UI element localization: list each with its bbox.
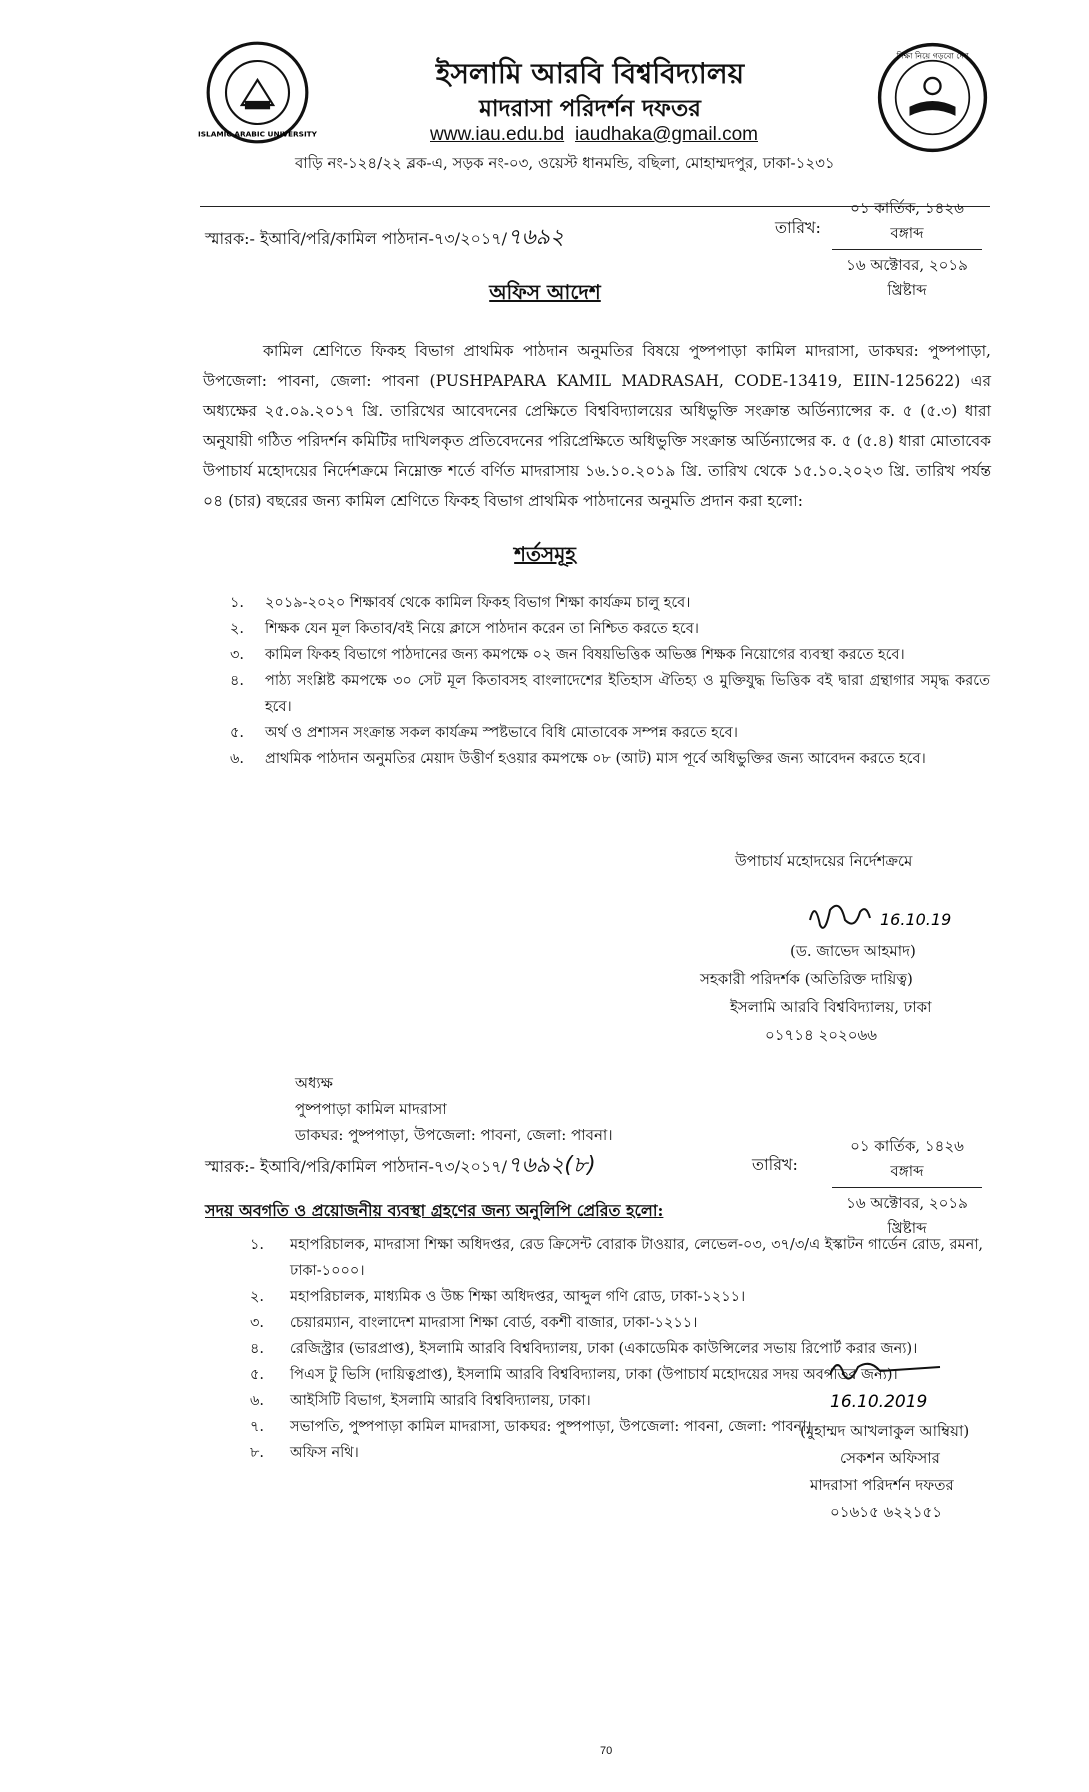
signatory-1-designation: সহকারী পরিদর্শক (অতিরিক্ত দায়িত্ব) [700, 970, 913, 988]
university-logo [198, 40, 317, 145]
memo-reference [205, 220, 564, 257]
list-item: ৫. পিএস টু ভিসি (দায়িত্বপ্রাপ্ত), ইসলামি আরবি বিশ্ববিদ্যালয়, ঢাকা (উপাচার্য মহোদয়ের সদয় অবগতির জন্য)। [250, 1367, 898, 1383]
list-item: ৭. সভাপতি, পুষ্পপাড়া কামিল মাদরাসা, ডাকঘর: পুষ্পপাড়া, উপজেলা: পাবনা, জেলা: পাবনা। [250, 1419, 812, 1435]
svg-text:16.10.19: 16.10.19 [880, 910, 952, 929]
svg-text:ISLAMIC ARABIC UNIVERSITY: ISLAMIC ARABIC UNIVERSITY [198, 129, 317, 139]
list-item: ৬. প্রাথমিক পাঠদান অনুমতির মেয়াদ উত্তীর্ণ হওয়ার কমপক্ষে ০৮ (আট) মাস পূর্বে অধিভুক্তির জন্য আবেদন করতে হবে। [230, 751, 926, 767]
list-item: ৫. অর্থ ও প্রশাসন সংক্রান্ত সকল কার্যক্রম স্পষ্টভাবে বিধি মোতাবেক সম্পন্ন করতে হবে। [230, 725, 738, 741]
list-item: ৩. চেয়ারম্যান, বাংলাদেশ মাদরাসা শিক্ষা বোর্ড, বকশী বাজার, ঢাকা-১২১১। [250, 1315, 698, 1331]
document-heading: অফিস আদেশ [489, 280, 601, 304]
madrasa-emblem [875, 40, 990, 155]
date-label: তারিখ: [775, 218, 821, 237]
conditions-heading: শর্তসমূহ [514, 542, 576, 566]
svg-text:শিক্ষা নিয়ে গড়বো দেশ: শিক্ষা নিয়ে গড়বো দেশ [896, 51, 969, 61]
list-item: ২. মহাপরিচালক, মাধ্যমিক ও উচ্চ শিক্ষা অধিদপ্তর, আব্দুল গণি রোড, ঢাকা-১২১১। [250, 1289, 746, 1305]
memo-number: ৭৬৯২(৮) [507, 1153, 596, 1178]
date-gregorian: ১৬ অক্টোবর, ২০১৯ খ্রিষ্টাব্দ [846, 1194, 968, 1237]
date-block [832, 197, 982, 304]
date-label: তারিখ: [752, 1155, 798, 1174]
recipient-line: পুষ্পপাড়া কামিল মাদরাসা [295, 1100, 447, 1118]
website-link[interactable]: www.iau.edu.bd [430, 124, 565, 145]
list-item: ৪. পাঠ্য সংশ্লিষ্ট কমপক্ষে ৩০ সেট মূল কিতাবসহ বাংলাদেশের ইতিহাস ঐতিহ্য ও মুক্তিযুদ্ধ ভিত্তিক বই দ্বারা গ্রন্থাগার সমৃদ্ধ করতে হবে। [230, 673, 990, 715]
recipient-line: ডাকঘর: পুষ্পপাড়া, উপজেলা: পাবনা, জেলা: পাবনা। [295, 1126, 613, 1144]
list-item: ১. মহাপরিচালক, মাদরাসা শিক্ষা অধিদপ্তর, রেড ক্রিসেন্ট বোরাক টাওয়ার, লেভেল-০৩, ৩৭/৩/এ ইস্কাটন গার্ডেন রোড, রমনা, ঢাকা-১০০০। [250, 1237, 984, 1279]
recipient-line: অধ্যক্ষ [295, 1074, 333, 1092]
copy-heading: সদয় অবগতি ও প্রয়োজনীয় ব্যবস্থা গ্রহণের জন্য অনুলিপি প্রেরিত হলো: [205, 1201, 664, 1220]
list-item: ৮. অফিস নথি। [250, 1445, 359, 1461]
university-name: ইসলামি আরবি বিশ্ববিদ্যালয় [435, 57, 745, 90]
conditions-list [230, 590, 990, 772]
office-address: বাড়ি নং-১২৪/২২ ব্লক-এ, সড়ক নং-০৩, ওয়েস্ট ধানমন্ডি, বছিলা, মোহাম্মদপুর, ঢাকা-১২৩১ [295, 154, 835, 172]
signatory-1-organization: ইসলামি আরবি বিশ্ববিদ্যালয়, ঢাকা [730, 998, 932, 1016]
signatory-2-designation: সেকশন অফিসার [840, 1449, 940, 1467]
date-gregorian: ১৬ অক্টোবর, ২০১৯ খ্রিষ্টাব্দ [846, 256, 968, 299]
recipient-address [295, 1070, 613, 1148]
email-link[interactable]: iaudhaka@gmail.com [575, 124, 758, 145]
signatory-1-phone: ০১৭১৪ ২০২০৬৬ [765, 1026, 877, 1044]
memo-reference-copy [205, 1148, 596, 1185]
signatory-2-office: মাদরাসা পরিদর্শন দফতর [810, 1476, 954, 1494]
date-block [832, 1135, 982, 1242]
memo-label: স্মারক:- ইআবি/পরি/কামিল পাঠদান-৭৩/২০১৭/ [205, 1157, 508, 1176]
date-bangla: ০১ কার্তিক, ১৪২৬ বঙ্গাব্দ [832, 197, 982, 250]
order-body: কামিল শ্রেণিতে ফিকহ বিভাগ প্রাথমিক পাঠদান অনুমতির বিষয়ে পুষ্পপাড়া কামিল মাদরাসা, ডাকঘর: পুষ্পপাড়া, উপজেলা: পাবনা, জেলা: পাবনা (PUSHPAPARA KAMIL MADRASAH, CODE-13419, EIIN-125622) এর অধ্যক্ষের ২৫.০৯.২০১৭ খ্রি. তারিখের আবেদনের প্রেক্ষিতে বিশ্ববিদ্যালয়ের অধিভুক্তি সংক্রান্ত অর্ডিন্যান্সের ক. ৫ (৫.৩) ধারা অনুযায়ী গঠিত পরিদর্শন কমিটির দাখিলকৃত প্রতিবেদনের পরিপ্রেক্ষিতে অধিভুক্তি সংক্রান্ত অর্ডিন্যান্সের ক. ৫ (৫.৪) ধারা মোতাবেক উপাচার্য মহোদয়ের নির্দেশক্রমে নিম্নোক্ত শর্তে বর্ণিত মাদরাসায় ১৬.১০.২০১৯ খ্রি. তারিখ থেকে ১৫.১০.২০২৩ খ্রি. তারিখ পর্যন্ত ০৪ (চার) বছরের জন্য কামিল শ্রেণিতে ফিকহ বিভাগ প্রাথমিক পাঠদানের অনুমতি প্রদান করা হলো: [203, 342, 992, 510]
signatory-2-name: (মুহাম্মদ আখলাকুল আম্বিয়া) [800, 1422, 970, 1440]
svg-text:16.10.2019: 16.10.2019 [830, 1392, 928, 1412]
list-item: ২. শিক্ষক যেন মূল কিতাব/বই নিয়ে ক্লাসে পাঠদান করেন তা নিশ্চিত করতে হবে। [230, 621, 699, 637]
memo-number: ৭৬৯২ [507, 225, 565, 250]
memo-label: স্মারক:- ইআবি/পরি/কামিল পাঠদান-৭৩/২০১৭/ [205, 229, 508, 248]
list-item: ৪. রেজিস্ট্রার (ভারপ্রাপ্ত), ইসলামি আরবি বিশ্ববিদ্যালয়, ঢাকা (একাডেমিক কাউন্সিলের সভায় রিপোর্ট করার জন্য)। [250, 1341, 918, 1357]
signature-2 [810, 1345, 980, 1415]
page-number: 70 [600, 1745, 613, 1757]
directive-line: উপাচার্য মহোদয়ের নির্দেশক্রমে [735, 852, 913, 870]
list-item: ৬. আইসিটি বিভাগ, ইসলামি আরবি বিশ্ববিদ্যালয়, ঢাকা। [250, 1393, 591, 1409]
list-item: ১. ২০১৯-২০২০ শিক্ষাবর্ষ থেকে কামিল ফিকহ বিভাগ শিক্ষা কার্যক্রম চালু হবে। [230, 595, 691, 611]
signatory-1-name: (ড. জাভেদ আহমাদ) [790, 942, 916, 960]
list-item: ৩. কামিল ফিকহ বিভাগে পাঠদানের জন্য কমপক্ষে ০২ জন বিষয়ভিত্তিক অভিজ্ঞ শিক্ষক নিয়োগের ব্যবস্থা করতে হবে। [230, 647, 905, 663]
date-bangla: ০১ কার্তিক, ১৪২৬ বঙ্গাব্দ [832, 1135, 982, 1188]
office-name: মাদরাসা পরিদর্শন দফতর [479, 95, 701, 122]
signatory-2-phone: ০১৬১৫ ৬২২১৫১ [830, 1503, 942, 1521]
